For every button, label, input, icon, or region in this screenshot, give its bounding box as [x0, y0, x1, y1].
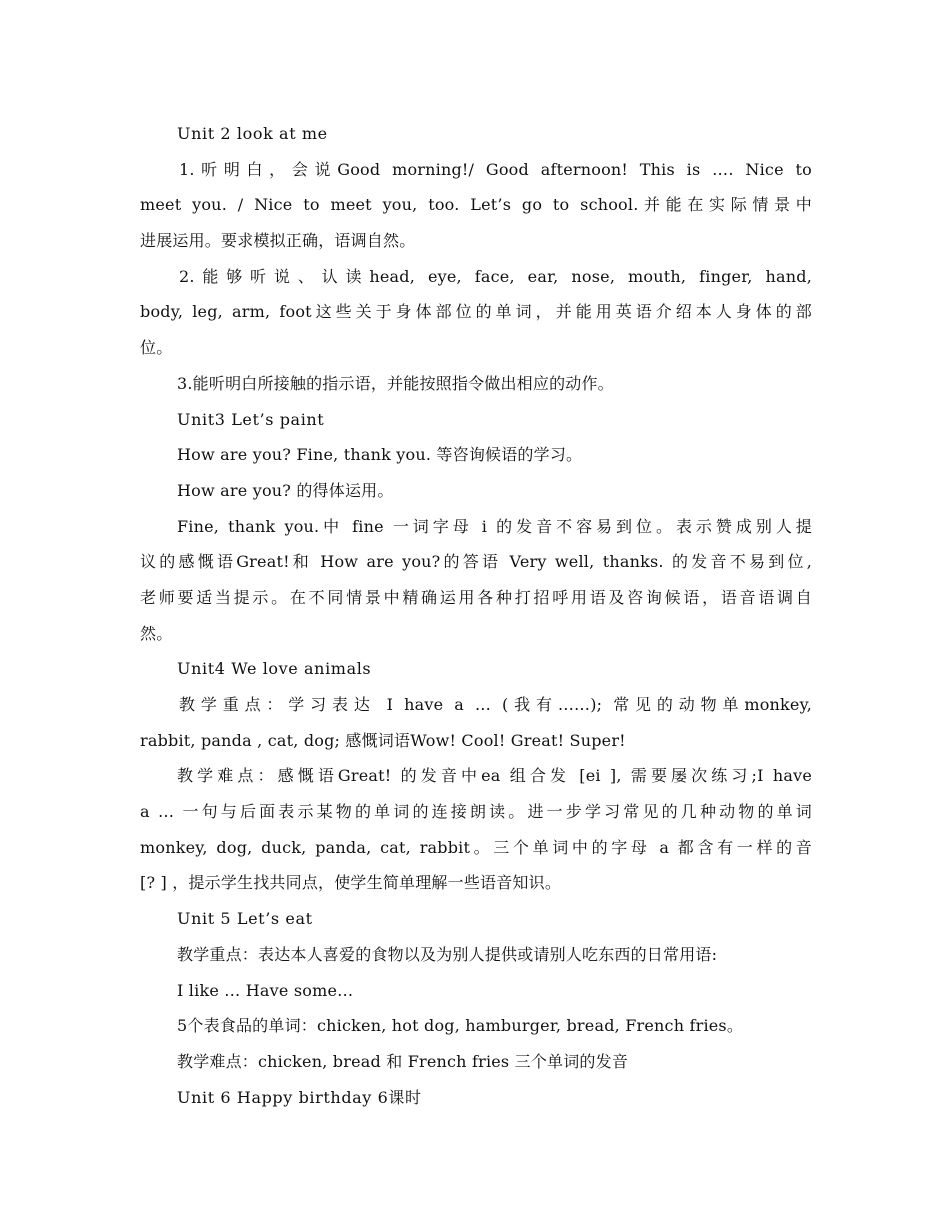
unit-3-heading: Unit3 Let’s paint	[177, 409, 325, 429]
unit-6-heading: Unit 6 Happy birthday 6课时	[177, 1087, 422, 1107]
paragraph-line: 教学重点：表达本人喜爱的食物以及为别人提供或请别人吃东西的日常用语:	[177, 944, 718, 964]
paragraph-line: 教学难点：感慨语Great! 的发音中ea 组合发 [ei ], 需要屡次练习;I have	[177, 766, 812, 786]
paragraph-line: 5个表食品的单词：chicken, hot dog, hamburger, bread, French fries。	[177, 1016, 744, 1036]
paragraph-line: 教学重点：学习表达 I have a … (我有……); 常见的动物单monkey,	[179, 695, 812, 714]
paragraph-line: a … 一句与后面表示某物的单词的连接朗读。进一步学习常见的几种动物的单词	[140, 802, 812, 822]
paragraph-line: 然。	[140, 623, 173, 643]
paragraph-line: I like … Have some…	[177, 980, 354, 1000]
paragraph-line: 位。	[140, 338, 173, 358]
paragraph-line: How are you? 的得体运用。	[177, 480, 394, 500]
paragraph-line: 进展运用。要求模拟正确，语调自然。	[140, 231, 416, 251]
paragraph-line: Fine, thank you.中 fine 一词字母 i 的发音不容易到位。表示赞成别人提	[177, 516, 812, 536]
paragraph-line: monkey, dog, duck, panda, cat, rabbit。三个单词中的字母 a 都含有一样的音	[140, 837, 812, 857]
paragraph-line: body, leg, arm, foot这些关于身体部位的单词，并能用英语介绍本人身体的部	[140, 302, 812, 322]
paragraph-line: 议的感慨语Great!和 How are you?的答语 Very well, thanks. 的发音不易到位,	[140, 552, 812, 572]
paragraph-line: 老师要适当提示。在不同情景中精确运用各种打招呼用语及咨询候语，语音语调自	[140, 587, 812, 607]
document-body	[140, 116, 812, 1115]
paragraph-line: 1.听明白，会说Good morning!/ Good afternoon! This is …. Nice to	[179, 159, 812, 179]
unit-4-heading: Unit4 We love animals	[177, 659, 372, 679]
paragraph-line: 教学难点：chicken, bread 和 French fries 三个单词的发音	[177, 1051, 629, 1071]
unit-2-heading: Unit 2 look at me	[177, 124, 328, 143]
paragraph-line: 3.能听明白所接触的指示语，并能按照指令做出相应的动作。	[177, 373, 614, 393]
unit-5-heading: Unit 5 Let’s eat	[177, 909, 313, 929]
paragraph-line: How are you? Fine, thank you. 等咨询候语的学习。	[177, 445, 583, 465]
paragraph-line: rabbit, panda , cat, dog; 感慨词语Wow! Cool! Great! Super!	[140, 730, 626, 750]
paragraph-line: [? ] ，提示学生找共同点，使学生简单理解一些语音知识。	[140, 873, 562, 893]
paragraph-line: meet you. / Nice to meet you, too. Let’s go to school.并能在实际情景中	[140, 195, 812, 215]
paragraph-line: 2.能够听说、认读head, eye, face, ear, nose, mouth, finger, hand,	[179, 266, 812, 286]
